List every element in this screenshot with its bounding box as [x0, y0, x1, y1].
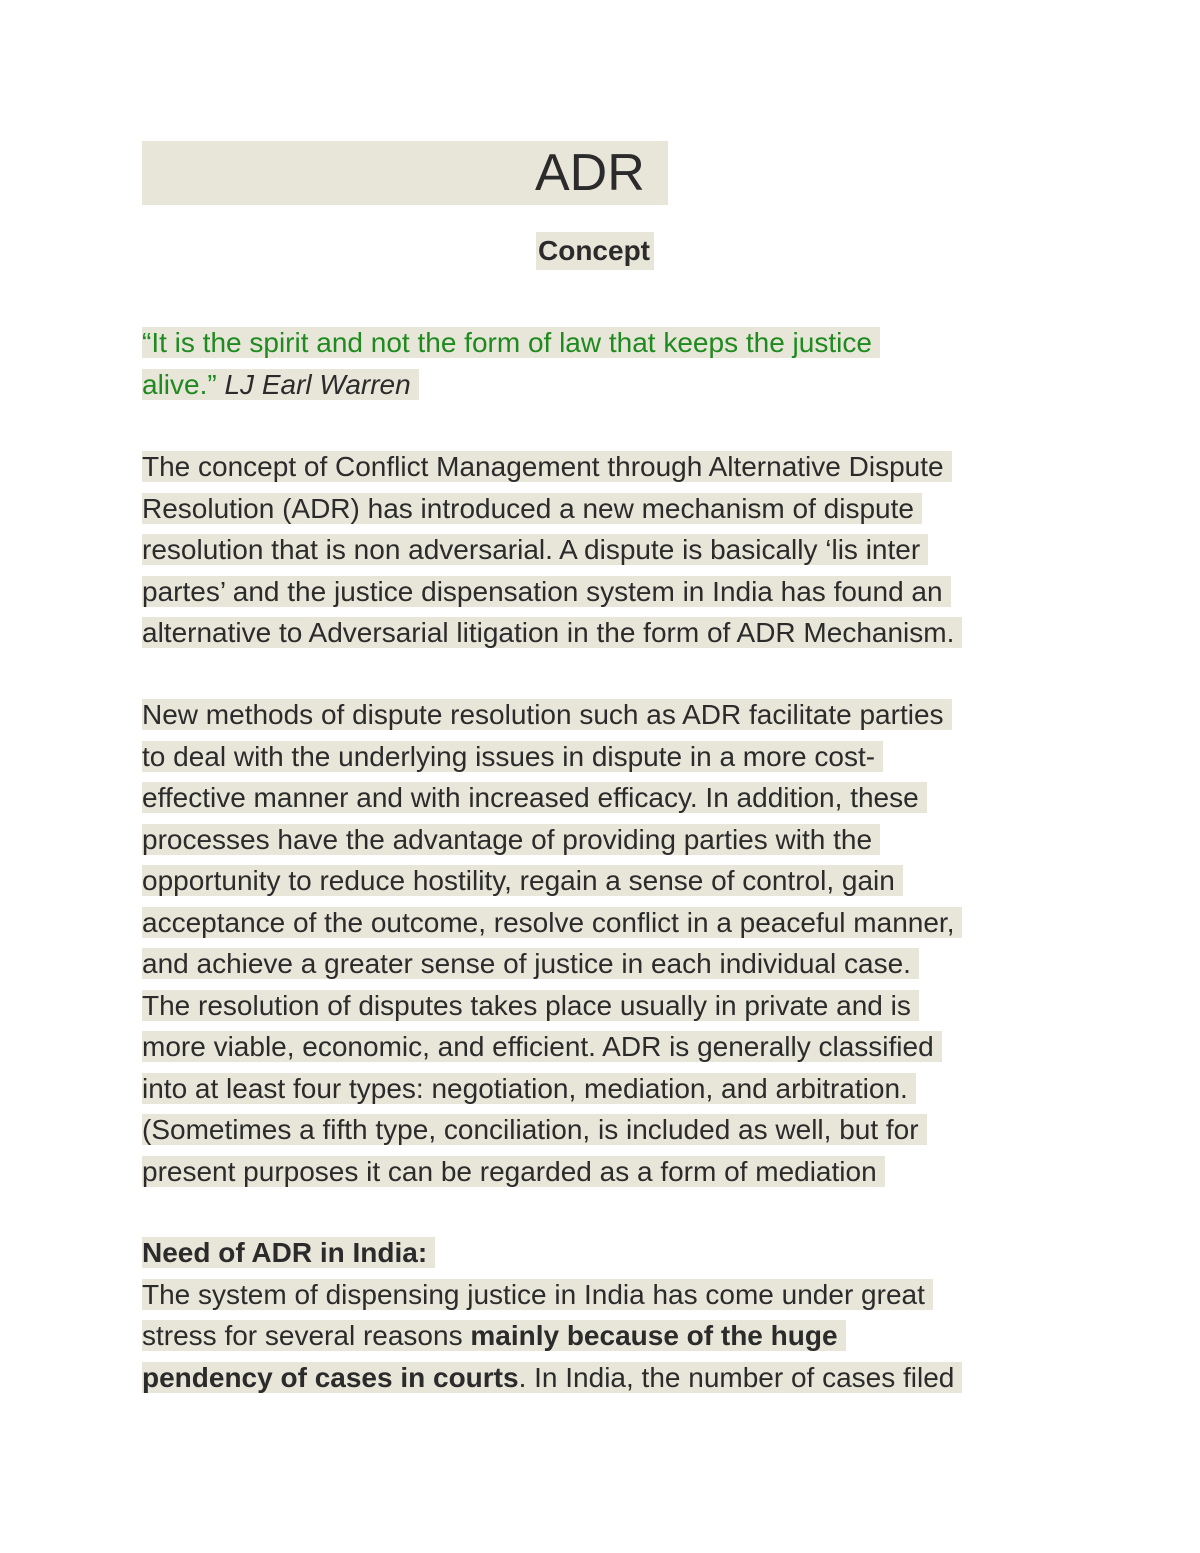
line-text: Resolution (ADR) has introduced a new mechanism of dispute [142, 493, 922, 524]
line-text: The concept of Conflict Management through Alternative Dispute [142, 451, 952, 482]
line-text: present purposes it can be regarded as a form of mediation [142, 1156, 885, 1187]
quote-line-text: “It is the spirit and not the form of law that keeps the justice [142, 327, 880, 358]
paragraph-line [142, 612, 1082, 654]
section-need-of-adr [142, 1232, 1082, 1398]
line-text: . In India, the number of cases filed [518, 1361, 955, 1393]
paragraph-line [142, 860, 1082, 902]
line-text-mixed [142, 1320, 846, 1351]
line-text: to deal with the underlying issues in dispute in a more cost- [142, 741, 883, 772]
line-text: and achieve a greater sense of justice in each individual case. [142, 948, 919, 979]
line-text: alternative to Adversarial litigation in the form of ADR Mechanism. [142, 617, 962, 648]
line-text: resolution that is non adversarial. A dispute is basically ‘lis inter [142, 534, 928, 565]
paragraph-line [142, 1315, 1082, 1357]
line-text: opportunity to reduce hostility, regain a sense of control, gain [142, 865, 903, 896]
line-text: processes have the advantage of providing parties with the [142, 824, 880, 855]
quote-author: LJ Earl Warren [224, 368, 411, 400]
paragraph-line [142, 529, 1082, 571]
section-heading-line [142, 1232, 1082, 1274]
paragraph-line [142, 488, 1082, 530]
paragraph-line [142, 1274, 1082, 1316]
bold-text: mainly because of the huge [470, 1320, 838, 1351]
line-text: stress for several reasons [142, 1320, 471, 1351]
paragraph-concept [142, 446, 1082, 654]
line-text: acceptance of the outcome, resolve conflict in a peaceful manner, [142, 907, 962, 938]
document-title: ADR [535, 144, 645, 202]
document-subtitle: Concept [536, 232, 654, 270]
paragraph-methods [142, 694, 1082, 1192]
line-text: The resolution of disputes takes place usually in private and is [142, 990, 919, 1021]
section-heading-text: Need of ADR in India: [142, 1237, 428, 1268]
line-text: (Sometimes a fifth type, conciliation, is included as well, but for [142, 1114, 927, 1145]
paragraph-line [142, 819, 1082, 861]
paragraph-line [142, 1151, 1082, 1193]
paragraph-line [142, 694, 1082, 736]
quote-line [142, 364, 1082, 406]
paragraph-line [142, 571, 1082, 613]
paragraph-line [142, 943, 1082, 985]
quote-block [142, 322, 1082, 405]
paragraph-line [142, 1026, 1082, 1068]
paragraph-line [142, 1109, 1082, 1151]
quote-line-with-author [142, 369, 419, 400]
paragraph-line [142, 446, 1082, 488]
line-text: The system of dispensing justice in India has come under great [142, 1279, 933, 1310]
bold-text: pendency of cases in courts [142, 1361, 519, 1393]
line-text: into at least four types: negotiation, mediation, and arbitration. [142, 1073, 916, 1104]
line-text: partes’ and the justice dispensation system in India has found an [142, 576, 951, 607]
paragraph-line [142, 736, 1082, 778]
line-text: effective manner and with increased efficacy. In addition, these [142, 782, 927, 813]
section-heading [142, 1237, 435, 1268]
quote-line [142, 322, 1082, 364]
line-text-mixed [142, 1362, 962, 1393]
line-text: New methods of dispute resolution such as ADR facilitate parties [142, 699, 952, 730]
line-text: more viable, economic, and efficient. ADR is generally classified [142, 1031, 942, 1062]
quote-line-text: alive.” [142, 368, 217, 400]
paragraph-line [142, 1068, 1082, 1110]
paragraph-line [142, 985, 1082, 1027]
paragraph-line [142, 1357, 1082, 1399]
paragraph-line [142, 777, 1082, 819]
paragraph-line [142, 902, 1082, 944]
